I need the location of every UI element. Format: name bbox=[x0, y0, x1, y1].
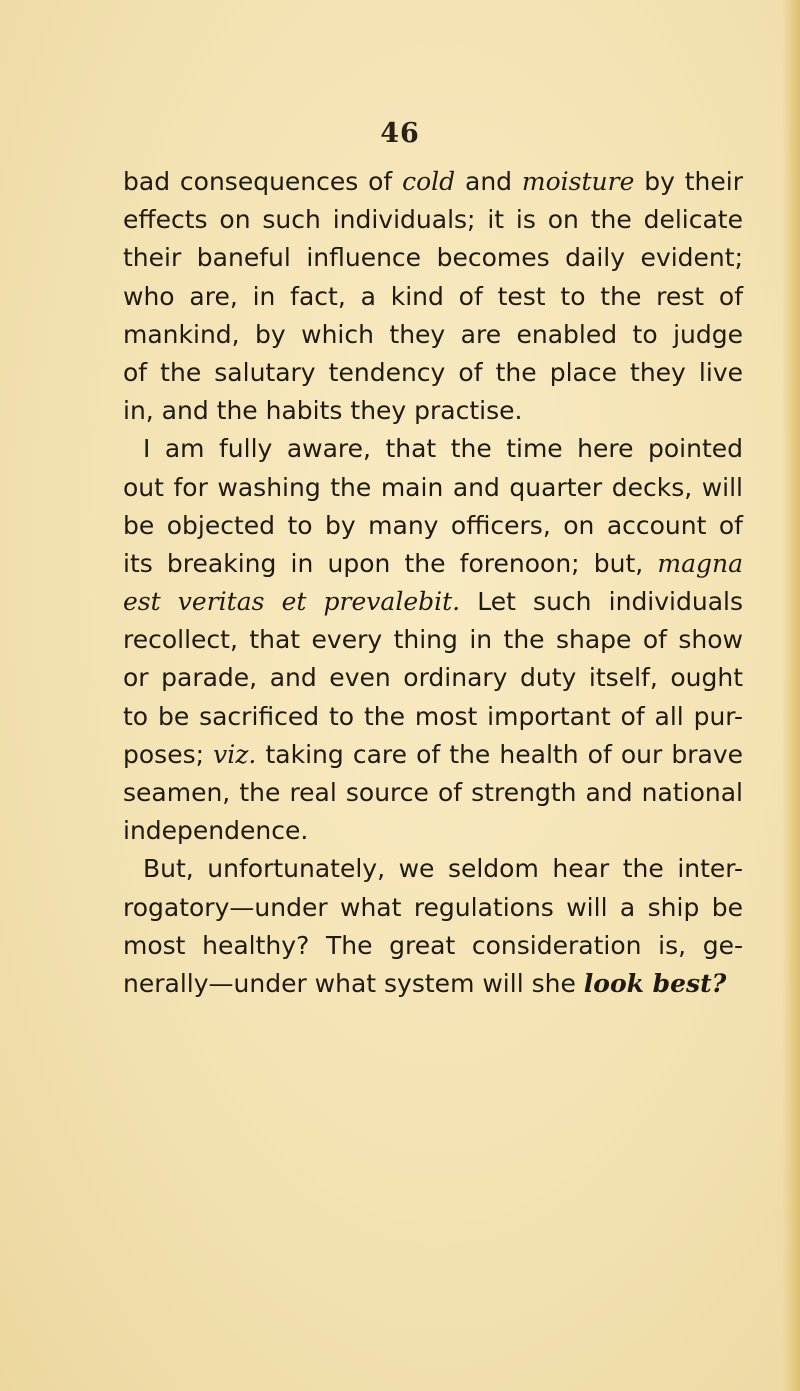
page-number: 46 bbox=[380, 118, 420, 149]
text-line bbox=[123, 354, 743, 392]
text-run: its breaking in upon the forenoon; but, bbox=[123, 548, 658, 578]
text-run: mankind, by which they are enabled to judge bbox=[123, 319, 743, 349]
text-run: effects on such individuals; it is on the delicate bbox=[123, 205, 743, 235]
text-line bbox=[123, 889, 743, 927]
text-run: of the salutary tendency of the place they live bbox=[123, 357, 743, 387]
italic-text: magna bbox=[657, 548, 743, 578]
italic-text: look best? bbox=[583, 968, 727, 998]
text-line bbox=[123, 239, 743, 277]
text-line bbox=[123, 812, 743, 850]
text-line bbox=[123, 736, 743, 774]
text-line bbox=[123, 698, 743, 736]
text-run: to be sacrificed to the most important of all pur- bbox=[123, 701, 743, 731]
body-text bbox=[123, 163, 743, 1003]
text-run: by their bbox=[634, 167, 743, 196]
text-line bbox=[123, 316, 743, 354]
text-line bbox=[123, 507, 743, 545]
text-run: recollect, that every thing in the shape of show bbox=[123, 625, 743, 655]
text-run: nerally—under what system will she bbox=[123, 968, 584, 998]
text-run: Let such individuals bbox=[460, 587, 744, 617]
text-line bbox=[123, 545, 743, 583]
text-run: seamen, the real source of strength and national bbox=[123, 778, 743, 807]
text-line bbox=[123, 659, 743, 697]
text-run: I am fully aware, that the time here pointed bbox=[143, 434, 743, 464]
page-edge bbox=[782, 0, 800, 1391]
text-line bbox=[123, 469, 743, 507]
text-line bbox=[123, 621, 743, 659]
italic-text: moisture bbox=[521, 167, 635, 196]
text-run: or parade, and even ordinary duty itself, ought bbox=[123, 663, 743, 693]
text-run: taking care of the health of our brave bbox=[256, 739, 743, 769]
italic-text: cold bbox=[402, 167, 456, 196]
text-run: bad consequences of bbox=[123, 167, 403, 196]
text-run: poses; bbox=[123, 739, 214, 769]
text-run: independence. bbox=[123, 816, 309, 846]
text-line bbox=[123, 430, 743, 468]
text-line bbox=[123, 965, 743, 1003]
italic-text: est veritas et prevalebit. bbox=[123, 587, 461, 617]
text-line bbox=[123, 201, 743, 239]
text-run: who are, in fact, a kind of test to the rest of bbox=[123, 281, 743, 311]
text-run: But, unfortunately, we seldom hear the inter- bbox=[143, 854, 743, 884]
text-line bbox=[123, 774, 743, 812]
text-run: and bbox=[455, 167, 522, 196]
text-line bbox=[123, 392, 743, 430]
text-run: rogatory—under what regulations will a ship be bbox=[123, 892, 743, 922]
text-run: their baneful influence becomes daily evident; bbox=[123, 243, 743, 273]
text-run: be objected to by many officers, on account of bbox=[123, 510, 743, 540]
italic-text: viz. bbox=[213, 739, 257, 769]
text-line bbox=[123, 850, 743, 888]
text-run: in, and the habits they practise. bbox=[123, 396, 523, 426]
text-line bbox=[123, 278, 743, 316]
text-line bbox=[123, 163, 743, 201]
text-line bbox=[123, 927, 743, 965]
text-run: most healthy? The great consideration is, ge- bbox=[123, 930, 743, 960]
text-line bbox=[123, 583, 743, 621]
text-run: out for washing the main and quarter decks, will bbox=[123, 472, 743, 502]
